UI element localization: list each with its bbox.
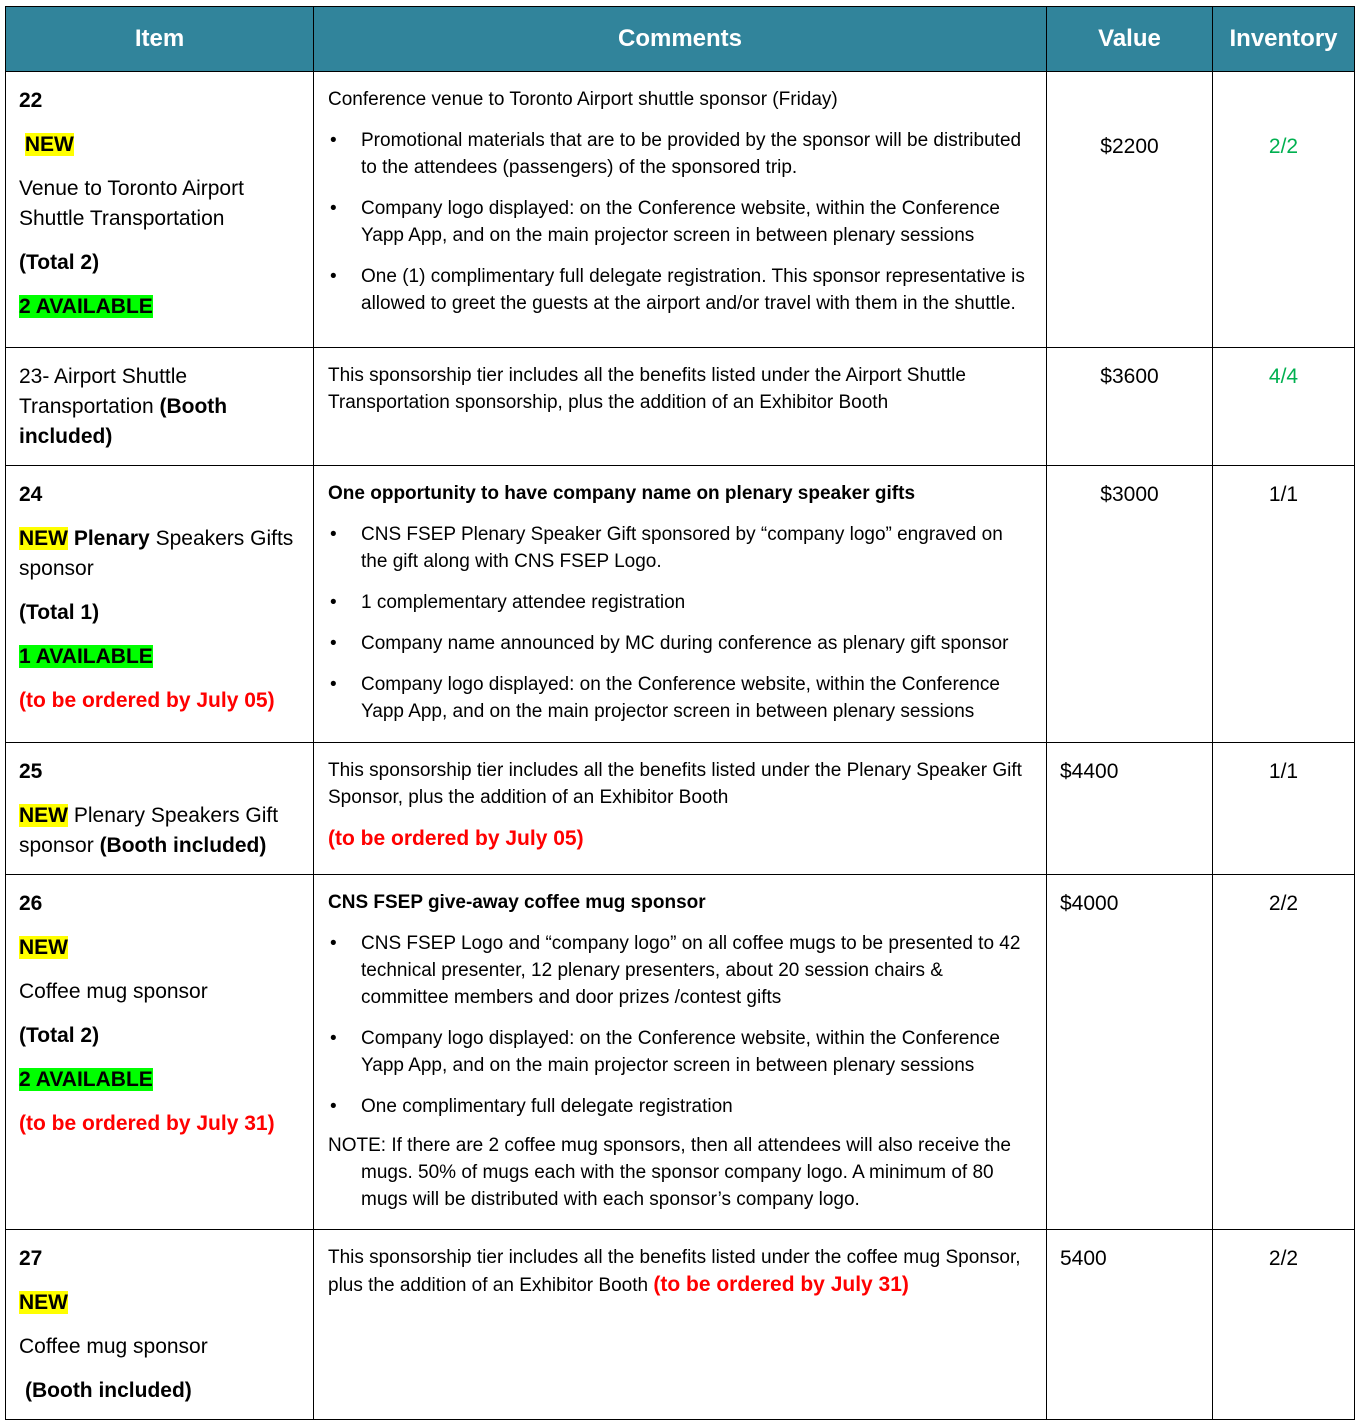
- header-row: [6, 7, 1355, 72]
- table-row-23: [6, 348, 1355, 466]
- comments-cell: [314, 466, 1047, 743]
- item-number: 22: [19, 89, 43, 112]
- item-cell: [6, 875, 314, 1230]
- header-inventory: Inventory: [1213, 7, 1355, 72]
- list-item: • Company name announced by MC during conference as plenary gift sponsor: [330, 633, 1009, 654]
- item-cell: [6, 743, 314, 875]
- sponsorship-table: [5, 6, 1355, 1420]
- item-name: Venue to Toronto Airport Shuttle Transportation: [19, 177, 244, 230]
- item-number: 25: [19, 760, 43, 783]
- comments-cell: [314, 875, 1047, 1230]
- value-cell: $4400: [1047, 743, 1213, 875]
- inventory-cell: 1/1: [1213, 466, 1355, 743]
- order-deadline: (to be ordered by July 31): [653, 1273, 909, 1296]
- comments-cell: [314, 348, 1047, 466]
- comment-text: This sponsorship tier includes all the benefits listed under the Airport Shuttle Transportation sponsorship, plus the addition of an Exhibitor Booth: [328, 365, 966, 413]
- availability-badge: 2 AVAILABLE: [19, 295, 153, 318]
- inventory-cell: 2/2: [1213, 1230, 1355, 1420]
- value-cell: 5400: [1047, 1230, 1213, 1420]
- comments-cell: [314, 743, 1047, 875]
- item-number: 26: [19, 892, 43, 915]
- inventory-cell: 2/2: [1213, 72, 1355, 348]
- header-value: Value: [1047, 7, 1213, 72]
- value-cell: $3000: [1047, 466, 1213, 743]
- table-row-22: [6, 72, 1355, 348]
- table-row-26: [6, 875, 1355, 1230]
- item-cell: [6, 72, 314, 348]
- booth-included-label: (Booth included): [99, 834, 267, 857]
- benefit-list: [328, 930, 1034, 1120]
- comment-text: This sponsorship tier includes all the benefits listed under the Plenary Speaker Gift Sponsor, plus the addition of an Exhibitor Booth: [328, 760, 1022, 808]
- value-cell: $4000: [1047, 875, 1213, 1230]
- list-item: • Company logo displayed: on the Conference website, within the Conference Yapp App, and on the main projector screen in between plenary sessions: [330, 1028, 1000, 1076]
- table-row-25: [6, 743, 1355, 875]
- item-total: (Total 1): [19, 601, 100, 624]
- header-comments: Comments: [314, 7, 1047, 72]
- item-name: Speakers Gifts sponsor: [19, 527, 294, 580]
- table-row-24: [6, 466, 1355, 743]
- item-name: Coffee mug sponsor: [19, 1335, 208, 1358]
- value-cell: $3600: [1047, 348, 1213, 466]
- item-number: 27: [19, 1247, 43, 1270]
- list-item: • CNS FSEP Logo and “company logo” on all coffee mugs to be presented to 42 technical presenter, 12 plenary presenters, about 20 session chairs & committee members and door prizes /contest gifts: [330, 933, 1021, 1008]
- item-cell: [6, 1230, 314, 1420]
- table-row-27: [6, 1230, 1355, 1420]
- comment-intro: One opportunity to have company name on plenary speaker gifts: [328, 483, 916, 504]
- order-deadline: (to be ordered by July 05): [19, 689, 275, 712]
- item-name: 23- Airport Shuttle Transportation: [19, 365, 188, 418]
- booth-included-label: (Booth included): [19, 395, 228, 448]
- item-cell: 24 NEW Plenary Speakers Gifts sponsor (Total 1) 1 AVAILABLE (to be ordered by July 05): [6, 466, 314, 743]
- item-total: (Total 2): [19, 1024, 100, 1047]
- booth-included-label: (Booth included): [25, 1379, 192, 1402]
- availability-badge: 1 AVAILABLE: [19, 645, 153, 668]
- note-text: NOTE: If there are 2 coffee mug sponsors, then all attendees will also receive the mugs. 50% of mugs each with the sponsor company logo. A minimum of 80 mugs will be distributed with each sponsor’s company logo.: [328, 1135, 1011, 1210]
- list-item: • Company logo displayed: on the Conference website, within the Conference Yapp App, and on the main projector screen in between plenary sessions: [330, 198, 1000, 246]
- list-item: • Company logo displayed: on the Conference website, within the Conference Yapp App, and on the main projector screen in between plenary sessions: [330, 674, 1000, 722]
- list-item: • Promotional materials that are to be provided by the sponsor will be distributed to the attendees (passengers) of the sponsored trip.: [330, 130, 1022, 178]
- list-item: • One (1) complimentary full delegate registration. This sponsor representative is allowed to greet the guests at the airport and/or travel with them in the shuttle.: [330, 266, 1025, 314]
- item-cell: [6, 348, 314, 466]
- new-badge: NEW: [19, 936, 68, 959]
- comment-intro: CNS FSEP give-away coffee mug sponsor: [328, 892, 706, 913]
- comment-intro: Conference venue to Toronto Airport shuttle sponsor (Friday): [328, 89, 838, 110]
- header-item: Item: [6, 7, 314, 72]
- comment-text: This sponsorship tier includes all the benefits listed under the coffee mug Sponsor, plus the addition of an Exhibitor Booth: [328, 1247, 1021, 1296]
- new-badge: NEW: [19, 1291, 68, 1314]
- item-number: 24: [19, 483, 43, 506]
- order-deadline: (to be ordered by July 31): [19, 1112, 275, 1135]
- value-cell: $2200: [1047, 72, 1213, 348]
- new-badge: NEW: [19, 804, 68, 827]
- inventory-cell: 4/4: [1213, 348, 1355, 466]
- item-name: Plenary Speakers Gift sponsor: [19, 804, 279, 857]
- benefit-list: [328, 127, 1034, 317]
- list-item: • CNS FSEP Plenary Speaker Gift sponsored by “company logo” engraved on the gift along with CNS FSEP Logo.: [330, 524, 1003, 572]
- comments-cell: [314, 72, 1047, 348]
- inventory-cell: 2/2: [1213, 875, 1355, 1230]
- item-total: (Total 2): [19, 251, 100, 274]
- availability-badge: 2 AVAILABLE: [19, 1068, 153, 1091]
- list-item: • 1 complementary attendee registration: [330, 592, 686, 613]
- new-badge: NEW: [24, 133, 74, 156]
- order-deadline: (to be ordered by July 05): [328, 827, 584, 850]
- list-item: • One complimentary full delegate registration: [330, 1096, 733, 1117]
- benefit-list: [328, 521, 1034, 725]
- inventory-cell: 1/1: [1213, 743, 1355, 875]
- item-name: Coffee mug sponsor: [19, 980, 208, 1003]
- new-badge: NEW: [19, 527, 68, 550]
- comments-cell: [314, 1230, 1047, 1420]
